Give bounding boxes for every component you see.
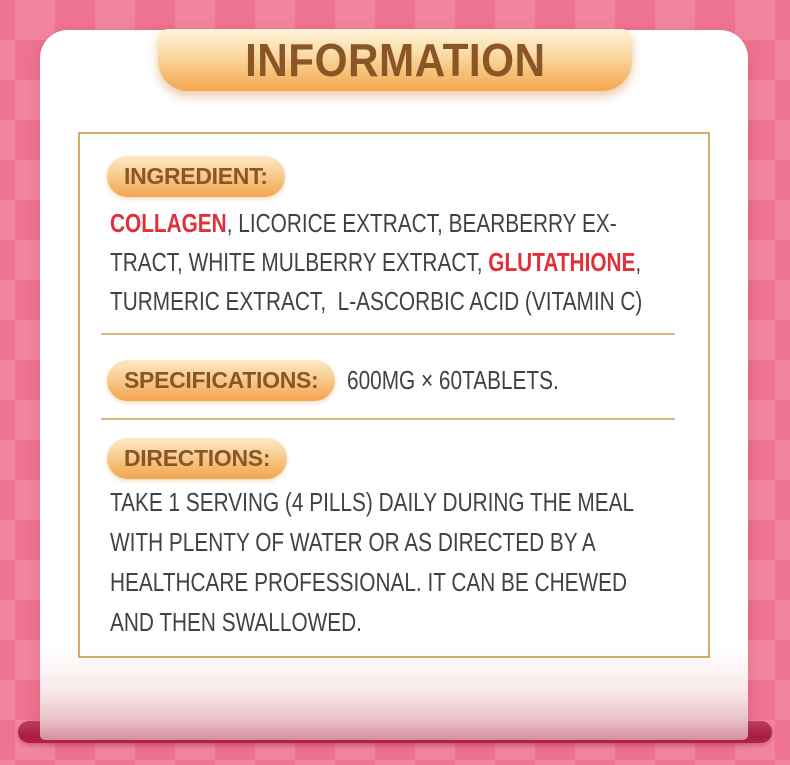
section-divider-1: [101, 333, 675, 335]
specifications-label: SPECIFICATIONS:: [124, 367, 319, 393]
specifications-value: 600MG × 60TABLETS.: [347, 365, 560, 395]
ingredient-pill: [107, 156, 285, 197]
ingredient-line-2-post: ,: [635, 247, 642, 277]
ingredient-lines: [110, 204, 775, 321]
information-banner: [158, 29, 632, 91]
directions-pill: [107, 438, 287, 479]
directions-line-4: AND THEN SWALLOWED.: [110, 607, 362, 637]
ingredient-line-3: TURMERIC EXTRACT, L-ASCORBIC ACID (VITAMIN C): [110, 286, 643, 316]
scroll-paper-card: [40, 30, 748, 740]
ingredient-line-2-pre: TRACT, WHITE MULBERRY EXTRACT,: [110, 247, 489, 277]
specifications-row: [107, 360, 612, 401]
ingredient-label: INGREDIENT:: [124, 163, 268, 189]
specifications-pill: [107, 360, 335, 401]
ingredient-line-1-rest: , LICORICE EXTRACT, BEARBERRY EX-: [226, 208, 617, 238]
banner-title: INFORMATION: [244, 34, 546, 86]
directions-line-1: TAKE 1 SERVING (4 PILLS) DAILY DURING THE MEAL: [110, 487, 635, 517]
directions-line-2: WITH PLENTY OF WATER OR AS DIRECTED BY A: [110, 527, 596, 557]
section-divider-2: [101, 418, 675, 420]
highlight-glutathione: GLUTATHIONE: [488, 247, 636, 277]
ingredient-line-2: [110, 243, 642, 282]
directions-line-3: HEALTHCARE PROFESSIONAL. IT CAN BE CHEWED: [110, 567, 628, 597]
directions-lines: [110, 482, 765, 642]
directions-label: DIRECTIONS:: [124, 445, 271, 471]
highlight-collagen: COLLAGEN: [110, 208, 227, 238]
ingredient-line-1: [110, 204, 642, 243]
